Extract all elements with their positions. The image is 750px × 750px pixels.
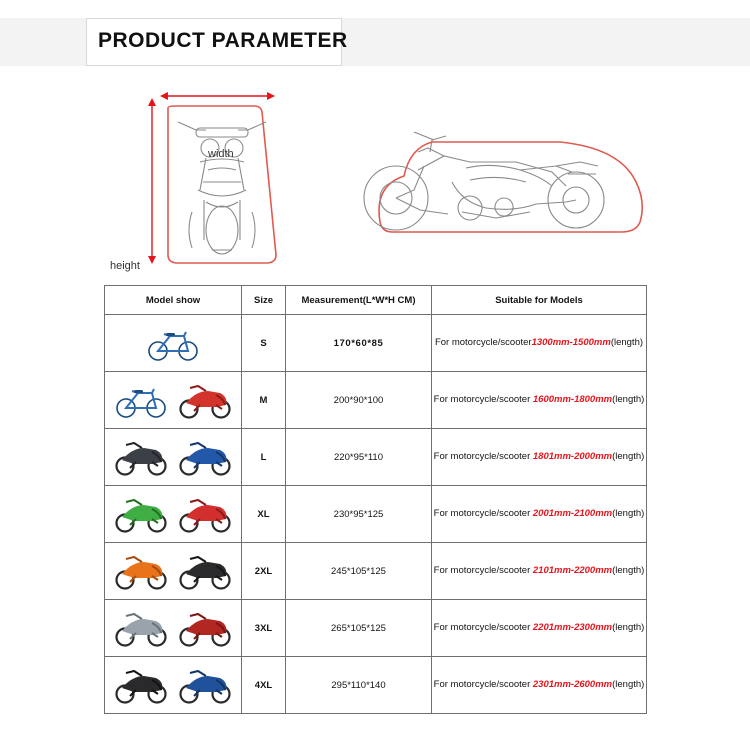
table-row bbox=[105, 315, 647, 372]
suitable-prefix: For motorcycle/scooter bbox=[433, 622, 533, 634]
measurement-cell: 230*95*125 bbox=[286, 486, 432, 543]
column-header-model: Model show bbox=[105, 286, 242, 315]
suitable-models-cell bbox=[432, 486, 647, 543]
model-thumbnails bbox=[105, 372, 241, 428]
motorcycle-side-view bbox=[364, 132, 604, 230]
suitable-suffix: (length) bbox=[612, 622, 645, 634]
suitable-models-cell bbox=[432, 372, 647, 429]
measurement-cell: 245*105*125 bbox=[286, 543, 432, 600]
size-cell: 3XL bbox=[242, 600, 286, 657]
spec-table bbox=[104, 285, 647, 714]
suitable-prefix: For motorcycle/scooter bbox=[434, 337, 532, 349]
model-thumbnail-scooter-red bbox=[176, 379, 234, 421]
suitable-models-cell bbox=[432, 543, 647, 600]
illustration-svg bbox=[0, 70, 750, 275]
cover-outline-side bbox=[379, 142, 642, 232]
cover-outline-front bbox=[168, 106, 276, 263]
suitable-models-cell bbox=[432, 600, 647, 657]
suitable-suffix: (length) bbox=[612, 451, 645, 463]
suitable-length-range: 2301mm-2600mm bbox=[532, 679, 613, 691]
size-cell: M bbox=[242, 372, 286, 429]
table-row bbox=[105, 657, 647, 714]
table-header-row bbox=[105, 286, 647, 315]
width-arrow-left bbox=[160, 92, 168, 100]
suitable-length-range: 1300mm-1500mm bbox=[531, 337, 611, 349]
table-row bbox=[105, 543, 647, 600]
table-row bbox=[105, 429, 647, 486]
suitable-models-cell bbox=[432, 315, 647, 372]
spec-table-body bbox=[105, 315, 647, 714]
model-show-cell bbox=[105, 372, 242, 429]
width-arrow-right bbox=[267, 92, 275, 100]
suitable-prefix: For motorcycle/scooter bbox=[433, 394, 533, 406]
model-thumbnail-enduro-orange bbox=[112, 550, 170, 592]
suitable-prefix: For motorcycle/scooter bbox=[433, 451, 533, 463]
spec-table-wrap bbox=[104, 285, 646, 714]
size-cell: XL bbox=[242, 486, 286, 543]
table-row bbox=[105, 600, 647, 657]
model-thumbnail-bagger-blue bbox=[176, 664, 234, 706]
suitable-length-range: 1801mm-2000mm bbox=[532, 451, 613, 463]
suitable-suffix: (length) bbox=[610, 337, 644, 349]
model-thumbnails bbox=[105, 543, 241, 599]
suitable-length-range: 2201mm-2300mm bbox=[532, 622, 613, 634]
model-thumbnails bbox=[105, 600, 241, 656]
measurement-cell: 200*90*100 bbox=[286, 372, 432, 429]
model-thumbnail-naked-black bbox=[176, 550, 234, 592]
model-thumbnail-scooter-blue bbox=[176, 436, 234, 478]
measurement-cell: 220*95*110 bbox=[286, 429, 432, 486]
suitable-prefix: For motorcycle/scooter bbox=[433, 508, 533, 520]
height-label: height bbox=[110, 260, 140, 272]
measurement-cell: 295*110*140 bbox=[286, 657, 432, 714]
suitable-length-range: 2001mm-2100mm bbox=[532, 508, 613, 520]
column-header-measurement: Measurement(L*W*H CM) bbox=[286, 286, 432, 315]
model-thumbnail-sport-red bbox=[176, 493, 234, 535]
model-thumbnail-bicycle-blue bbox=[112, 379, 170, 421]
model-show-cell bbox=[105, 600, 242, 657]
size-cell: S bbox=[242, 315, 286, 372]
model-thumbnail-underbone-dark bbox=[112, 436, 170, 478]
table-row bbox=[105, 372, 647, 429]
model-thumbnails bbox=[105, 657, 241, 713]
suitable-suffix: (length) bbox=[612, 679, 645, 691]
suitable-suffix: (length) bbox=[612, 565, 645, 577]
suitable-models-cell bbox=[432, 657, 647, 714]
model-show-cell bbox=[105, 657, 242, 714]
model-thumbnail-tourer-silver bbox=[112, 607, 170, 649]
product-illustration bbox=[0, 70, 750, 275]
model-thumbnail-tourer-red bbox=[176, 607, 234, 649]
suitable-suffix: (length) bbox=[612, 394, 645, 406]
size-cell: L bbox=[242, 429, 286, 486]
model-thumbnails bbox=[105, 315, 241, 371]
suitable-prefix: For motorcycle/scooter bbox=[433, 679, 533, 691]
size-cell: 4XL bbox=[242, 657, 286, 714]
height-arrow-bottom bbox=[148, 256, 156, 264]
model-thumbnail-bicycle-blue bbox=[144, 322, 202, 364]
height-arrow-top bbox=[148, 98, 156, 106]
measurement-cell: 170*60*85 bbox=[286, 315, 432, 372]
measurement-cell: 265*105*125 bbox=[286, 600, 432, 657]
model-show-cell bbox=[105, 429, 242, 486]
size-cell: 2XL bbox=[242, 543, 286, 600]
model-thumbnail-bagger-black bbox=[112, 664, 170, 706]
model-thumbnails bbox=[105, 429, 241, 485]
suitable-suffix: (length) bbox=[612, 508, 645, 520]
width-label: width bbox=[208, 148, 234, 160]
model-thumbnail-sport-green bbox=[112, 493, 170, 535]
suitable-length-range: 2101mm-2200mm bbox=[532, 565, 613, 577]
model-show-cell bbox=[105, 315, 242, 372]
page-title: PRODUCT PARAMETER bbox=[98, 29, 348, 52]
table-row bbox=[105, 486, 647, 543]
column-header-size: Size bbox=[242, 286, 286, 315]
model-show-cell bbox=[105, 543, 242, 600]
model-show-cell bbox=[105, 486, 242, 543]
suitable-prefix: For motorcycle/scooter bbox=[433, 565, 533, 577]
model-thumbnails bbox=[105, 486, 241, 542]
motorcycle-front-view bbox=[178, 122, 266, 254]
suitable-length-range: 1600mm-1800mm bbox=[532, 394, 613, 406]
suitable-models-cell bbox=[432, 429, 647, 486]
column-header-suitable: Suitable for Models bbox=[432, 286, 647, 315]
